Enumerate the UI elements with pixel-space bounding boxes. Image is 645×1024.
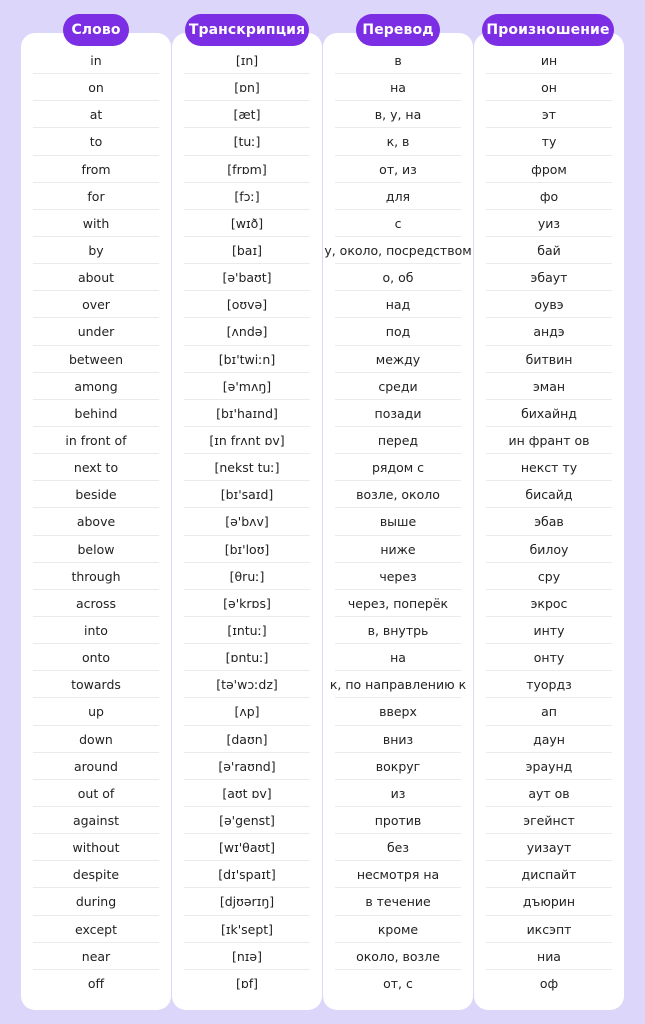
cell-pronunciation: фром xyxy=(531,161,567,177)
cell-transcription: [ə'bʌv] xyxy=(225,514,269,530)
cell-transcription: [nekst tuː] xyxy=(214,460,280,476)
cell-transcription: [bɪ'loʊ] xyxy=(224,541,270,557)
cell-word: between xyxy=(68,351,124,367)
cell-translation: к, по направлению к xyxy=(329,677,467,693)
cell-transcription: [baɪ] xyxy=(232,242,262,258)
cell-transcription: [tə'wɔːdz] xyxy=(216,677,278,693)
header-transcription: Транскрипция xyxy=(185,14,309,46)
cell-word: under xyxy=(77,324,115,340)
header-word: Слово xyxy=(63,14,129,46)
table-row xyxy=(0,264,645,291)
cell-transcription: [daʊn] xyxy=(226,731,268,747)
cell-transcription: [ɒn] xyxy=(234,80,260,96)
table-row xyxy=(0,183,645,210)
cell-word: up xyxy=(88,704,104,720)
cell-translation: против xyxy=(374,812,422,828)
cell-pronunciation: эман xyxy=(532,378,566,394)
table-row xyxy=(0,970,645,997)
cell-transcription: [ʌndə] xyxy=(226,324,268,340)
cell-word: to xyxy=(89,134,103,150)
table-row xyxy=(0,156,645,183)
cell-translation: перед xyxy=(377,432,419,448)
cell-translation: кроме xyxy=(377,921,419,937)
cell-translation: в, у, на xyxy=(374,107,422,123)
cell-pronunciation: оувэ xyxy=(534,297,564,313)
cell-transcription: [ɪk'sept] xyxy=(220,921,274,937)
cell-translation: вниз xyxy=(382,731,414,747)
table-row xyxy=(0,590,645,617)
cell-translation: среди xyxy=(378,378,418,394)
cell-translation: рядом с xyxy=(371,460,425,476)
table-row xyxy=(0,291,645,318)
cell-translation: для xyxy=(385,188,411,204)
cell-pronunciation: эгейнст xyxy=(523,812,575,828)
table-row xyxy=(0,237,645,264)
cell-word: with xyxy=(82,215,110,231)
cell-word: at xyxy=(89,107,103,123)
cell-pronunciation: инту xyxy=(533,622,565,638)
table-row xyxy=(0,508,645,535)
cell-translation: в, внутрь xyxy=(367,622,429,638)
table-row xyxy=(0,481,645,508)
cell-translation: от, с xyxy=(383,975,413,991)
cell-translation: возле, около xyxy=(356,487,440,503)
cell-pronunciation: битвин xyxy=(525,351,573,367)
table-row xyxy=(0,400,645,427)
cell-pronunciation: туордз xyxy=(526,677,572,693)
cell-pronunciation: эраунд xyxy=(525,758,573,774)
cell-word: on xyxy=(88,80,104,96)
cell-transcription: [ɒf] xyxy=(235,975,259,991)
table-row xyxy=(0,346,645,373)
cell-pronunciation: билоу xyxy=(529,541,569,557)
cell-transcription: [ə'raʊnd] xyxy=(218,758,276,774)
cell-word: except xyxy=(74,921,118,937)
cell-transcription: [ə'mʌŋ] xyxy=(222,378,272,394)
cell-pronunciation: экрос xyxy=(530,595,568,611)
cell-word: towards xyxy=(71,677,121,693)
cell-word: out of xyxy=(77,785,115,801)
cell-transcription: [wɪð] xyxy=(230,215,264,231)
cell-translation: несмотря на xyxy=(356,867,440,883)
cell-transcription: [ɪntuː] xyxy=(227,622,267,638)
table-row xyxy=(0,373,645,400)
cell-translation: под xyxy=(385,324,411,340)
cell-pronunciation: сру xyxy=(537,568,561,584)
cell-word: next to xyxy=(73,460,119,476)
table-row xyxy=(0,753,645,780)
cell-pronunciation: аут ов xyxy=(528,785,570,801)
cell-pronunciation: ниа xyxy=(537,948,561,964)
cell-pronunciation: бай xyxy=(537,242,561,258)
cell-pronunciation: уизаут xyxy=(526,840,572,856)
cell-translation: на xyxy=(390,650,406,666)
cell-word: beside xyxy=(75,487,117,503)
table-row xyxy=(0,834,645,861)
table-row xyxy=(0,427,645,454)
cell-pronunciation: уиз xyxy=(537,215,561,231)
cell-transcription: [wɪ'θaʊt] xyxy=(219,840,275,856)
cell-pronunciation: даун xyxy=(533,731,565,747)
cell-translation: из xyxy=(390,785,406,801)
table-row xyxy=(0,916,645,943)
cell-translation: в xyxy=(394,53,402,68)
cell-transcription: [bɪ'haɪnd] xyxy=(216,405,278,421)
cell-transcription: [ʌp] xyxy=(234,704,260,720)
cell-pronunciation: оф xyxy=(539,975,559,991)
cell-translation: от, из xyxy=(379,161,417,177)
cell-translation: вверх xyxy=(379,704,417,720)
cell-transcription: [bɪ'twiːn] xyxy=(218,351,276,367)
cell-pronunciation: ту xyxy=(541,134,557,150)
cell-pronunciation: дъюрин xyxy=(522,894,576,910)
cell-word: by xyxy=(88,242,104,258)
cell-word: without xyxy=(72,840,120,856)
table-row xyxy=(0,671,645,698)
table-row xyxy=(0,210,645,237)
table-row xyxy=(0,536,645,563)
cell-translation: о, об xyxy=(382,270,414,286)
cell-pronunciation: некст ту xyxy=(520,460,578,476)
cell-word: off xyxy=(87,975,105,991)
cell-translation: без xyxy=(386,840,410,856)
cell-translation: у, около, посредством xyxy=(324,242,472,258)
table-row xyxy=(0,861,645,888)
cell-pronunciation: онту xyxy=(533,650,565,666)
cell-pronunciation: андэ xyxy=(533,324,565,340)
cell-word: despite xyxy=(72,867,120,883)
table-row xyxy=(0,563,645,590)
cell-translation: через, поперёк xyxy=(347,595,449,611)
cell-transcription: [djʊərɪŋ] xyxy=(219,894,275,910)
cell-word: in xyxy=(90,53,102,68)
cell-transcription: [dɪ'spaɪt] xyxy=(218,867,276,883)
cell-word: over xyxy=(82,297,110,313)
cell-translation: через xyxy=(379,568,417,584)
cell-word: during xyxy=(75,894,117,910)
cell-transcription: [nɪə] xyxy=(231,948,262,964)
header-translation: Перевод xyxy=(356,14,440,46)
cell-translation: позади xyxy=(374,405,422,421)
cell-transcription: [ɒntuː] xyxy=(225,650,269,666)
cell-pronunciation: эт xyxy=(541,107,557,123)
cell-pronunciation: иксэпт xyxy=(526,921,572,937)
cell-transcription: [tuː] xyxy=(233,134,261,150)
cell-pronunciation: ин xyxy=(540,53,558,68)
table-row xyxy=(0,101,645,128)
cell-transcription: [æt] xyxy=(233,107,261,123)
cell-pronunciation: ин франт ов xyxy=(508,432,590,448)
cell-translation: вокруг xyxy=(375,758,421,774)
cell-word: down xyxy=(79,731,113,747)
cell-pronunciation: эбав xyxy=(534,514,564,530)
table-row xyxy=(0,617,645,644)
cell-word: against xyxy=(72,812,120,828)
table-row xyxy=(0,128,645,155)
cell-translation: к, в xyxy=(386,134,410,150)
table-row xyxy=(0,943,645,970)
table-row xyxy=(0,698,645,725)
cell-pronunciation: бихайнд xyxy=(521,405,577,421)
cell-transcription: [fɔː] xyxy=(234,188,260,204)
cell-translation: между xyxy=(375,351,421,367)
cell-transcription: [θruː] xyxy=(229,568,265,584)
cell-pronunciation: бисайд xyxy=(525,487,573,503)
cell-translation: над xyxy=(385,297,411,313)
cell-word: above xyxy=(76,514,116,530)
cell-word: among xyxy=(74,378,118,394)
cell-word: through xyxy=(71,568,121,584)
cell-word: in front of xyxy=(65,432,127,448)
table-row xyxy=(0,454,645,481)
cell-transcription: [ə'krɒs] xyxy=(223,595,271,611)
cell-word: around xyxy=(74,758,118,774)
cell-transcription: [ə'genst] xyxy=(219,812,275,828)
cell-pronunciation: диспайт xyxy=(521,867,577,883)
cell-transcription: [frɒm] xyxy=(227,161,267,177)
table-row xyxy=(0,47,645,74)
cell-transcription: [aʊt ɒv] xyxy=(222,785,272,801)
cell-translation: выше xyxy=(379,514,417,530)
cell-word: across xyxy=(75,595,117,611)
cell-pronunciation: эбаут xyxy=(530,270,568,286)
table-row xyxy=(0,318,645,345)
cell-translation: с xyxy=(394,215,402,231)
cell-transcription: [ə'baʊt] xyxy=(222,270,272,286)
cell-transcription: [bɪ'saɪd] xyxy=(220,487,274,503)
table-row xyxy=(0,807,645,834)
table-row xyxy=(0,780,645,807)
cell-word: into xyxy=(84,622,108,638)
header-pronunciation: Произношение xyxy=(482,14,614,46)
table-row xyxy=(0,644,645,671)
table-row xyxy=(0,74,645,101)
cell-word: onto xyxy=(81,650,111,666)
cell-pronunciation: ап xyxy=(541,704,557,720)
cell-word: from xyxy=(81,161,111,177)
cell-pronunciation: он xyxy=(541,80,557,96)
table-body xyxy=(0,47,645,997)
cell-word: about xyxy=(77,270,115,286)
cell-word: near xyxy=(81,948,111,964)
cell-transcription: [ɪn] xyxy=(235,53,259,68)
cell-transcription: [oʊvə] xyxy=(226,297,268,313)
cell-translation: ниже xyxy=(380,541,416,557)
cell-word: behind xyxy=(74,405,118,421)
cell-translation: в течение xyxy=(365,894,431,910)
cell-translation: около, возле xyxy=(356,948,440,964)
cell-pronunciation: фо xyxy=(539,188,559,204)
cell-word: below xyxy=(77,541,115,557)
cell-word: for xyxy=(87,188,105,204)
cell-translation: на xyxy=(390,80,406,96)
cell-transcription: [ɪn frʌnt ɒv] xyxy=(209,432,285,448)
table-row xyxy=(0,726,645,753)
table-row xyxy=(0,888,645,915)
